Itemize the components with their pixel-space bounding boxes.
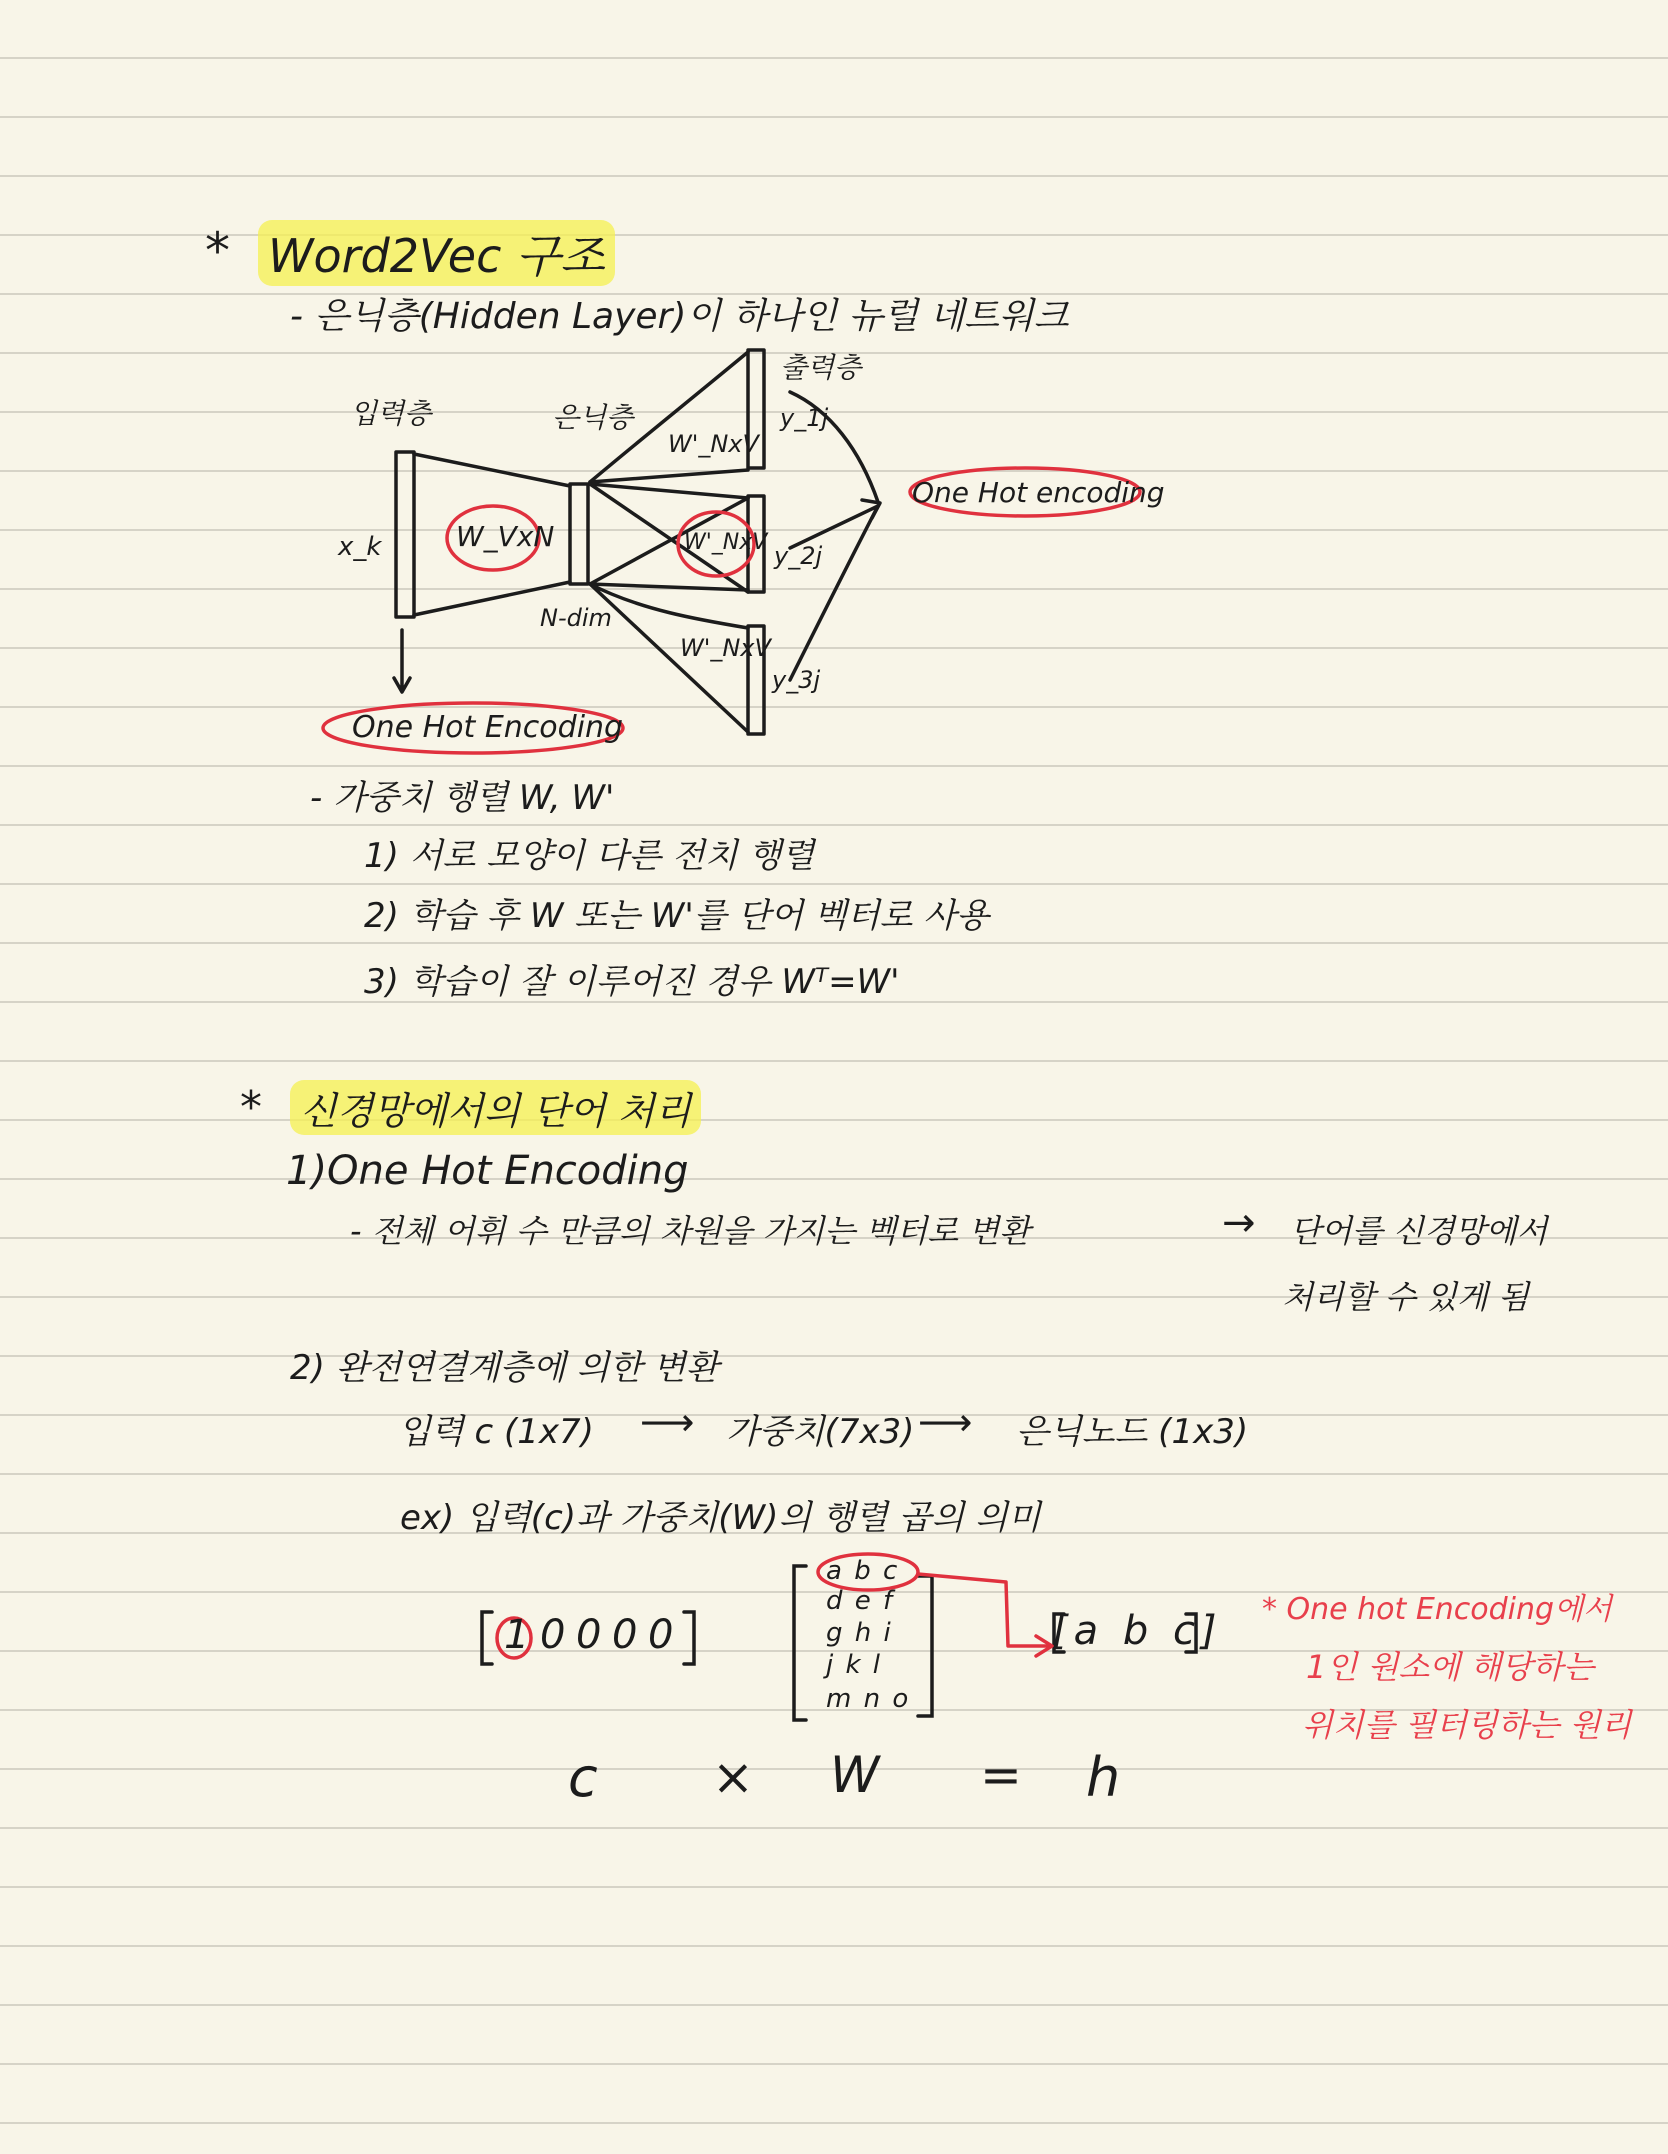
step1-result-line2: 처리할 수 있게 됨 — [1282, 1278, 1529, 1316]
note-line-1: * One hot Encoding에서 — [1262, 1592, 1613, 1627]
equation-h: h — [1086, 1746, 1121, 1809]
matrix-row-3: g h i — [826, 1618, 893, 1648]
section1-title: Word2Vec 구조 — [258, 220, 615, 286]
input-layer-label: 입력층 — [350, 397, 432, 430]
matrix-result: [a b c] — [1052, 1608, 1223, 1654]
vector-el-1: 1 — [504, 1612, 530, 1658]
section1-marker: * — [205, 222, 230, 280]
vector-left-bracket — [482, 1612, 492, 1664]
section2-marker: * — [240, 1082, 262, 1133]
matrix-row-4: j k l — [826, 1650, 883, 1680]
matrix-left-bracket — [794, 1566, 806, 1720]
y2-label: y_2j — [774, 542, 823, 570]
w-label: W_VxN — [456, 520, 555, 553]
step2-arrow-1: ⟶ — [640, 1400, 695, 1444]
step2-flow-weight: 가중치(7x3) — [726, 1412, 915, 1452]
vector-el-2: 0 — [540, 1612, 566, 1658]
vector-el-3: 0 — [576, 1612, 602, 1658]
hidden-dim-label: N-dim — [540, 604, 612, 632]
weights-item1: 1) 서로 모양이 다른 전치 행렬 — [364, 836, 815, 876]
note-line-2: 1인 원소에 해당하는 — [1306, 1648, 1594, 1686]
y1-label: y_1j — [780, 404, 829, 432]
step1-title: 1)One Hot Encoding — [286, 1148, 689, 1194]
step2-title: 2) 완전연결계층에 의한 변환 — [290, 1348, 719, 1388]
section1-subtitle: - 은닉층(Hidden Layer)이 하나인 뉴럴 네트워크 — [290, 296, 1069, 337]
step1-arrow: → — [1222, 1200, 1256, 1246]
weights-item3: 3) 학습이 잘 이루어진 경우 Wᵀ=W' — [364, 962, 900, 1002]
matrix-row-5: m n o — [826, 1684, 911, 1714]
step2-flow-input: 입력 c (1x7) — [398, 1412, 594, 1452]
onehot-output-label: One Hot encoding — [912, 476, 1165, 509]
matrix-row-2: d e f — [826, 1586, 895, 1616]
note-line-3: 위치를 필터링하는 원리 — [1302, 1706, 1632, 1744]
equation-equals: = — [980, 1746, 1022, 1804]
weights-heading: - 가중치 행렬 W, W' — [310, 778, 615, 818]
y3-label: y_3j — [772, 666, 821, 694]
weights-item2: 2) 학습 후 W 또는 W'를 단어 벡터로 사용 — [364, 896, 989, 936]
step2-arrow-2: ⟶ — [918, 1400, 973, 1444]
step2-flow-hidden: 은닉노드 (1x3) — [1016, 1412, 1249, 1452]
x-label: x_k — [338, 532, 382, 562]
hidden-layer-label: 은닉층 — [552, 401, 634, 434]
equation-c: c — [568, 1746, 598, 1809]
step1-result-line1: 단어를 신경망에서 — [1290, 1212, 1548, 1250]
step1-desc: - 전체 어휘 수 만큼의 차원을 가지는 벡터로 변환 — [350, 1212, 1031, 1250]
section2-title: 신경망에서의 단어 처리 — [290, 1080, 701, 1135]
wprime3-label: W'_NxV — [680, 634, 771, 662]
vector-el-5: 0 — [648, 1612, 674, 1658]
matrix-right-bracket — [918, 1576, 932, 1716]
output-layer-label: 출력층 — [780, 351, 862, 384]
equation-times: × — [712, 1748, 754, 1806]
row-to-result-arrow — [918, 1574, 1050, 1646]
vector-right-bracket — [684, 1612, 694, 1664]
matrix-row-1: a b c — [826, 1556, 900, 1586]
example-title: ex) 입력(c)과 가중치(W)의 행렬 곱의 의미 — [400, 1498, 1041, 1538]
wprime1-label: W'_NxV — [668, 430, 759, 458]
vector-el-4: 0 — [612, 1612, 638, 1658]
onehot-input-label: One Hot Encoding — [352, 710, 624, 745]
equation-w: W — [830, 1746, 880, 1804]
wprime2-label: W'_NxV — [684, 530, 768, 555]
